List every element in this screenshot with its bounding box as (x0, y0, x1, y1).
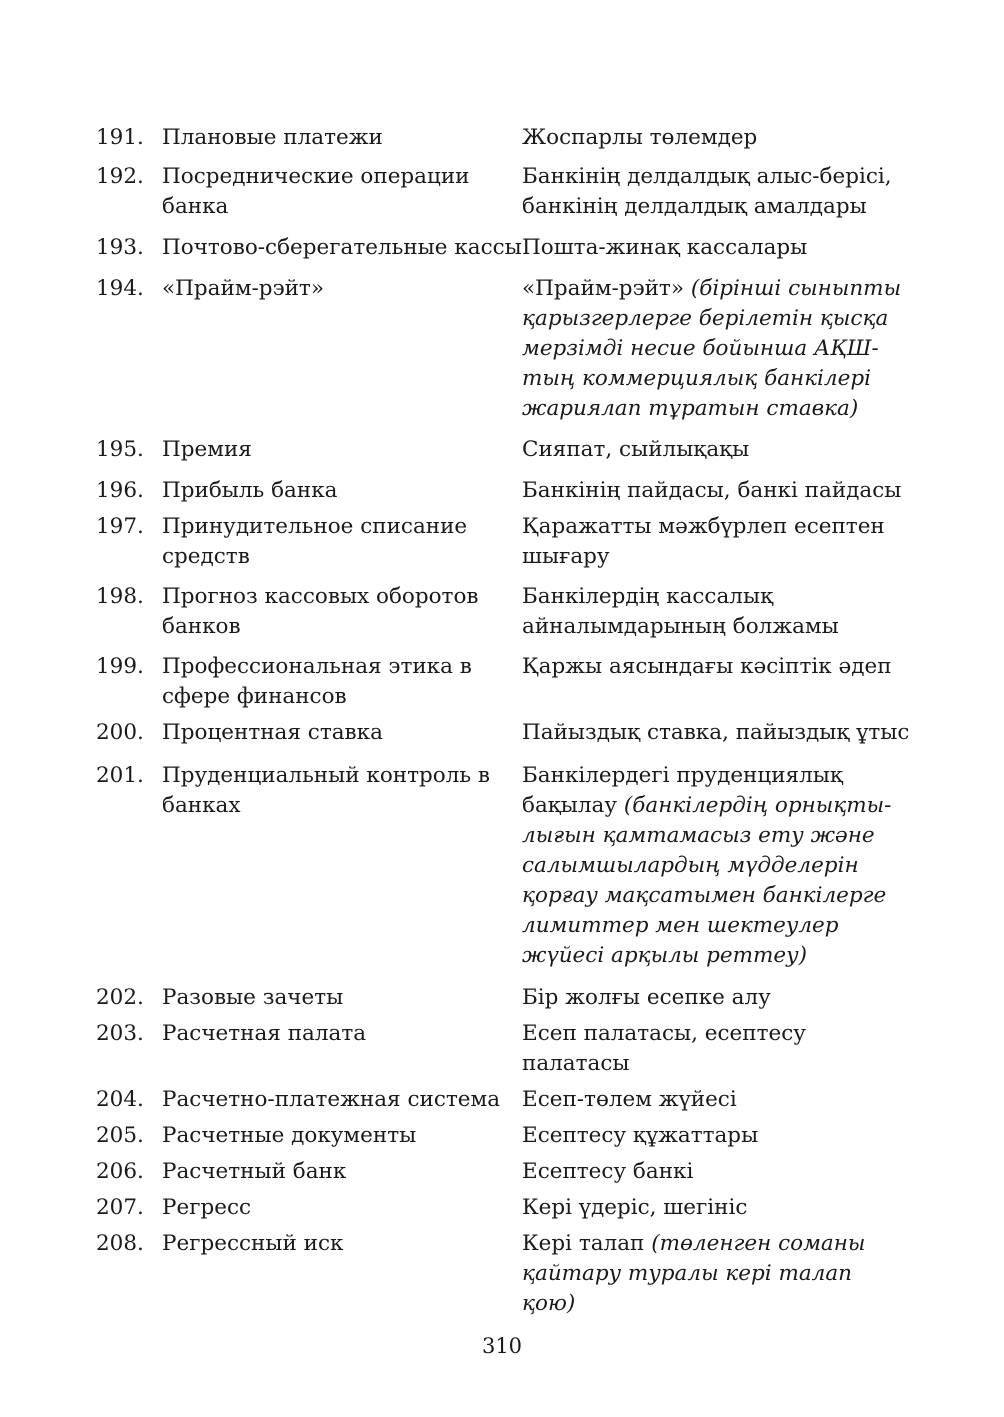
kazakh-term: Сияпат, сыйлықақы (522, 437, 750, 462)
entry-number: 205. (96, 1123, 144, 1148)
kazakh-explanatory-note: (төленген соманы қайтару туралы кері талап қою) (522, 1231, 866, 1316)
kazakh-translation (522, 274, 912, 424)
russian-term: Почтово-сберегательные кассы (162, 235, 522, 260)
russian-term: Расчетно-платежная система (162, 1087, 501, 1112)
russian-term: Расчетная палата (162, 1021, 367, 1046)
russian-term: Посреднические операции банка (162, 164, 470, 219)
entry-number: 193. (96, 235, 144, 260)
glossary-entry (96, 983, 916, 1013)
entry-number: 197. (96, 514, 144, 539)
kazakh-explanatory-note: (бірінші сыныпты қарызгерлерге берілетін қысқа мерзімді несие бойынша АҚШ-тың коммерциялық банкілері жариялап тұратын ставка) (522, 276, 902, 421)
glossary-entry (96, 274, 916, 424)
kazakh-translation (522, 1229, 912, 1319)
page-number: 310 (481, 1334, 523, 1358)
kazakh-term: Есеп палатасы, есептесу палатасы (522, 1021, 806, 1076)
glossary-entry (96, 1193, 916, 1223)
glossary-entry (96, 1121, 916, 1151)
glossary-entry (96, 233, 916, 263)
kazakh-translation (522, 1121, 912, 1151)
glossary-entry (96, 512, 916, 572)
russian-term: Расчетные документы (162, 1123, 417, 1148)
kazakh-translation (522, 1157, 912, 1187)
glossary-entry (96, 162, 916, 222)
entry-number: 204. (96, 1087, 144, 1112)
kazakh-translation (522, 652, 912, 712)
kazakh-translation (522, 435, 912, 465)
glossary-entry (96, 476, 916, 506)
kazakh-term: Қаражатты мәжбүрлеп есептен шығару (522, 514, 885, 569)
glossary-entry (96, 1157, 916, 1187)
russian-term: Профессиональная этика в сфере финансов (162, 654, 472, 709)
kazakh-term: Банкінің делдалдық алыс-берісі, банкінің делдалдық амалдары (522, 164, 892, 219)
russian-term: «Прайм-рэйт» (162, 276, 324, 301)
entry-number: 196. (96, 478, 144, 503)
russian-term: Прибыль банка (162, 478, 338, 503)
entry-number: 198. (96, 584, 144, 609)
kazakh-translation (522, 983, 912, 1013)
glossary-entry (96, 761, 916, 971)
kazakh-translation (522, 761, 912, 971)
entry-number: 203. (96, 1021, 144, 1046)
glossary-entry (96, 582, 916, 642)
kazakh-translation (522, 1019, 912, 1079)
kazakh-term: Есептесу құжаттары (522, 1123, 759, 1148)
entry-number: 200. (96, 720, 144, 745)
russian-term: Прогноз кассовых оборотов банков (162, 584, 479, 639)
entry-number: 202. (96, 985, 144, 1010)
russian-term: Регрессный иск (162, 1231, 344, 1256)
glossary-entry (96, 652, 916, 712)
glossary-entry (96, 1229, 916, 1319)
kazakh-term: Банкінің пайдасы, банкі пайдасы (522, 478, 902, 503)
entry-number: 194. (96, 276, 144, 301)
russian-term: Разовые зачеты (162, 985, 344, 1010)
kazakh-term: Жоспарлы төлемдер (522, 125, 758, 150)
entry-number: 199. (96, 654, 144, 679)
kazakh-term: «Прайм-рэйт» (522, 276, 684, 301)
kazakh-term: Банкілердің кассалық айналымдарының болжамы (522, 584, 839, 639)
kazakh-translation (522, 233, 912, 263)
kazakh-term: Қаржы аясындағы кәсіптік әдеп (522, 654, 892, 679)
kazakh-translation (522, 162, 912, 222)
kazakh-translation (522, 123, 912, 153)
entry-number: 195. (96, 437, 144, 462)
kazakh-translation (522, 1085, 912, 1115)
kazakh-translation (522, 718, 912, 748)
entry-number: 192. (96, 164, 144, 189)
glossary-entry (96, 1085, 916, 1115)
glossary-entry (96, 435, 916, 465)
kazakh-translation (522, 1193, 912, 1223)
glossary-entry (96, 123, 916, 153)
kazakh-term: Бір жолғы есепке алу (522, 985, 771, 1010)
kazakh-term: Пайыздық ставка, пайыздық ұтыс (522, 720, 910, 745)
russian-term: Плановые платежи (162, 125, 383, 150)
entry-number: 207. (96, 1195, 144, 1220)
russian-term: Регресс (162, 1195, 252, 1220)
russian-term: Пруденциальный контроль в банках (162, 763, 491, 818)
russian-term: Принудительное списание средств (162, 514, 468, 569)
kazakh-term: Есеп-төлем жүйесі (522, 1087, 737, 1112)
kazakh-term: Пошта-жинақ кассалары (522, 235, 808, 260)
kazakh-term: Есептесу банкі (522, 1159, 694, 1184)
russian-term: Процентная ставка (162, 720, 383, 745)
kazakh-explanatory-note: (банкілердің орнықты-лығын қамтамасыз ету және салымшылардың мүдделерін қорғау мақсатымен банкілерге лимиттер мен шектеулер жүйесі арқылы реттеу) (522, 793, 892, 968)
kazakh-translation (522, 476, 912, 506)
kazakh-term: Банкілердегі пруденциялық бақылау (522, 763, 843, 818)
glossary-entry (96, 1019, 916, 1079)
kazakh-term: Кері талап (522, 1231, 645, 1256)
russian-term: Расчетный банк (162, 1159, 347, 1184)
glossary-list (96, 123, 916, 1319)
kazakh-translation (522, 582, 912, 642)
entry-number: 201. (96, 763, 144, 788)
entry-number: 208. (96, 1231, 144, 1256)
russian-term: Премия (162, 437, 252, 462)
entry-number: 206. (96, 1159, 144, 1184)
glossary-entry (96, 718, 916, 748)
entry-number: 191. (96, 125, 144, 150)
kazakh-translation (522, 512, 912, 572)
kazakh-term: Кері үдеріс, шегініс (522, 1195, 748, 1220)
